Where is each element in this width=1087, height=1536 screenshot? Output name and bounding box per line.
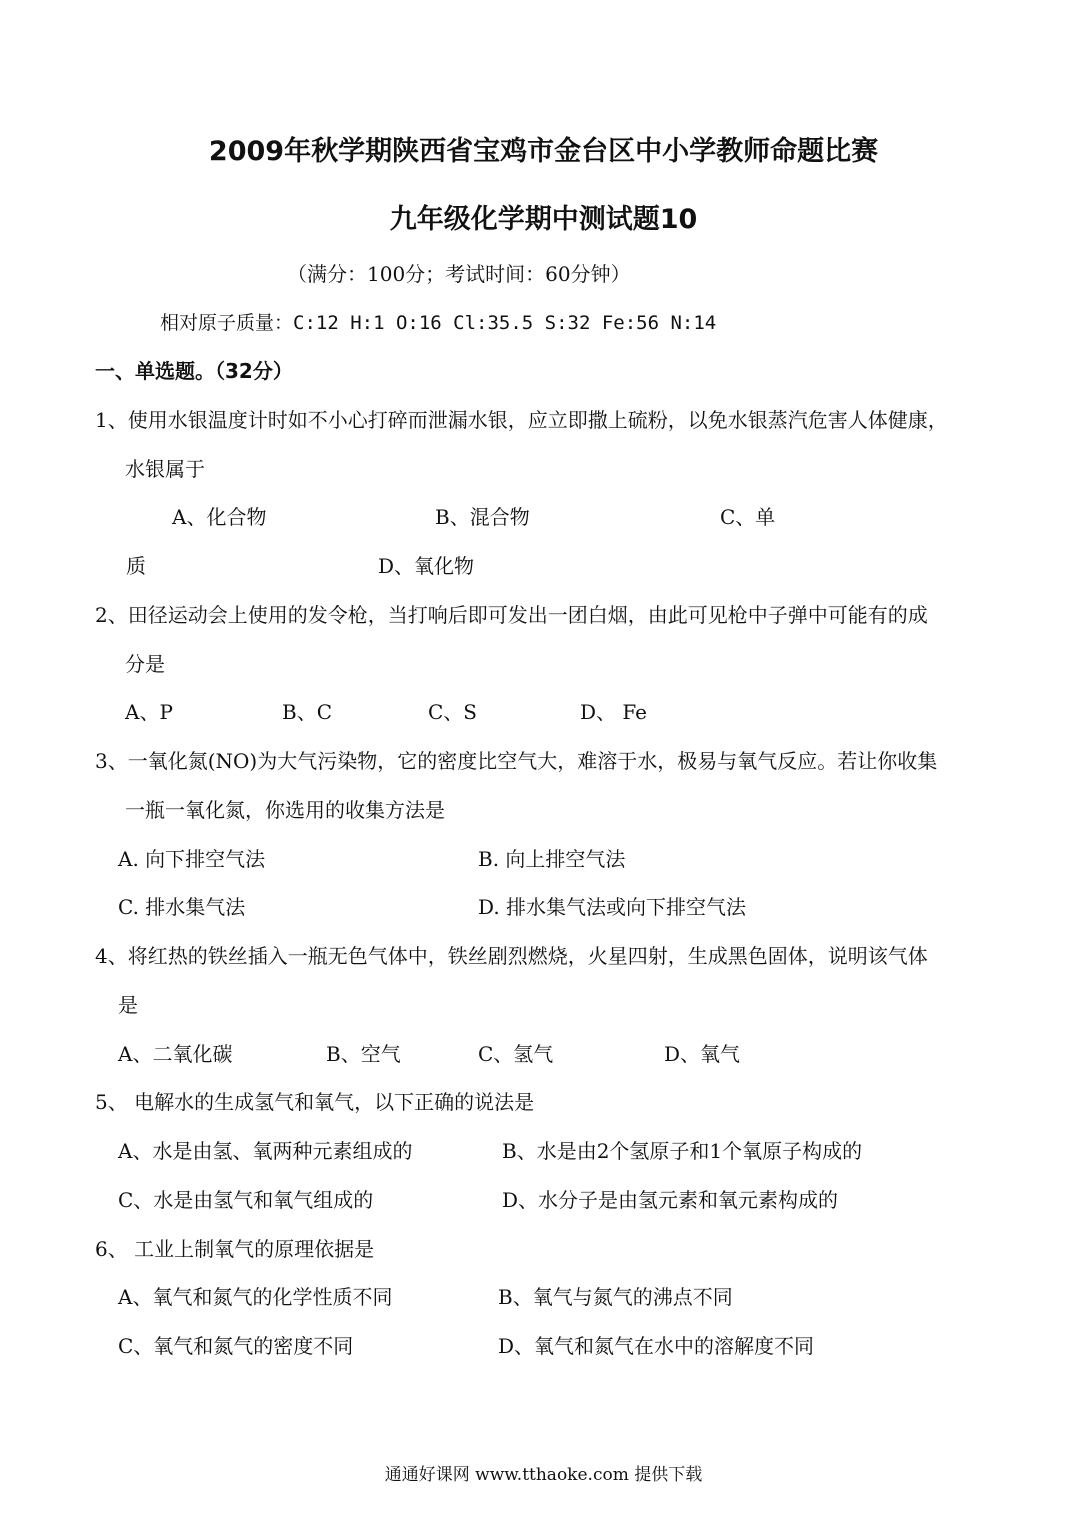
question-5-stem: 5、 电解水的生成氢气和氧气，以下正确的说法是 [95,1090,535,1114]
question-2-stem-cont: 分是 [125,652,165,676]
atomic-masses: 相对原子质量：C:12 H:1 O:16 Cl:35.5 S:32 Fe:56 N:14 [160,312,717,334]
question-6-stem: 6、 工业上制氧气的原理依据是 [95,1237,375,1261]
question-1-option-a: A、化合物 [172,505,267,529]
question-1-option-b: B、混合物 [435,505,530,529]
question-5-option-c: C、水是由氢气和氧气组成的 [118,1188,374,1212]
question-1-stem-cont: 水银属于 [125,457,205,481]
question-3-option-d: D. 排水集气法或向下排空气法 [478,895,747,919]
question-3-option-b: B. 向上排空气法 [478,847,626,871]
question-2-option-c: C、S [428,700,478,724]
question-4-option-a: A、二氧化碳 [118,1042,233,1066]
question-3-option-a: A. 向下排空气法 [118,847,266,871]
question-6-option-d: D、氧气和氮气在水中的溶解度不同 [498,1334,815,1358]
question-5-option-b: B、水是由2个氢原子和1个氧原子构成的 [502,1139,863,1163]
section-heading: 一、单选题。（32分） [95,359,293,383]
question-4-option-d: D、氧气 [664,1042,741,1066]
question-3-stem: 3、一氧化氮(NO)为大气污染物，它的密度比空气大，难溶于水，极易与氧气反应。若让你收集 [95,749,938,773]
question-5-option-a: A、水是由氢、氧两种元素组成的 [118,1139,413,1163]
question-1-stem: 1、使用水银温度计时如不小心打碎而泄漏水银，应立即撒上硫粉，以免水银蒸汽危害人体健康， [95,408,948,432]
question-5-option-d: D、水分子是由氢元素和氧元素构成的 [502,1188,839,1212]
question-1-option-d: D、氧化物 [378,554,475,578]
question-3-stem-cont: 一瓶一氧化氮，你选用的收集方法是 [125,798,445,822]
question-2-option-a: A、P [125,700,173,724]
page-footer: 通通好课网 www.tthaoke.com 提供下载 [384,1465,703,1485]
question-6-option-a: A、氧气和氮气的化学性质不同 [118,1285,393,1309]
question-4-option-b: B、空气 [326,1042,401,1066]
question-3-option-c: C. 排水集气法 [118,895,246,919]
question-2-option-d: D、 Fe [580,700,648,724]
question-2-stem: 2、田径运动会上使用的发令枪，当打响后即可发出一团白烟，由此可见枪中子弹中可能有的成 [95,603,928,627]
exam-title-line2: 九年级化学期中测试题10 [389,204,698,235]
question-6-option-b: B、氧气与氮气的沸点不同 [498,1285,733,1309]
question-4-option-c: C、氢气 [478,1042,554,1066]
question-4-stem-cont: 是 [118,993,138,1017]
question-1-option-c: C、单 [720,505,776,529]
question-2-option-b: B、C [282,700,332,724]
exam-info: （满分：100分；考试时间：60分钟） [287,262,631,286]
question-6-option-c: C、氧气和氮气的密度不同 [118,1334,354,1358]
exam-title-line1: 2009年秋学期陕西省宝鸡市金台区中小学教师命题比赛 [208,136,879,167]
question-4-stem: 4、将红热的铁丝插入一瓶无色气体中，铁丝剧烈燃烧，火星四射，生成黑色固体，说明该气体 [95,944,928,968]
question-1-option-c-cont: 质 [126,554,146,578]
